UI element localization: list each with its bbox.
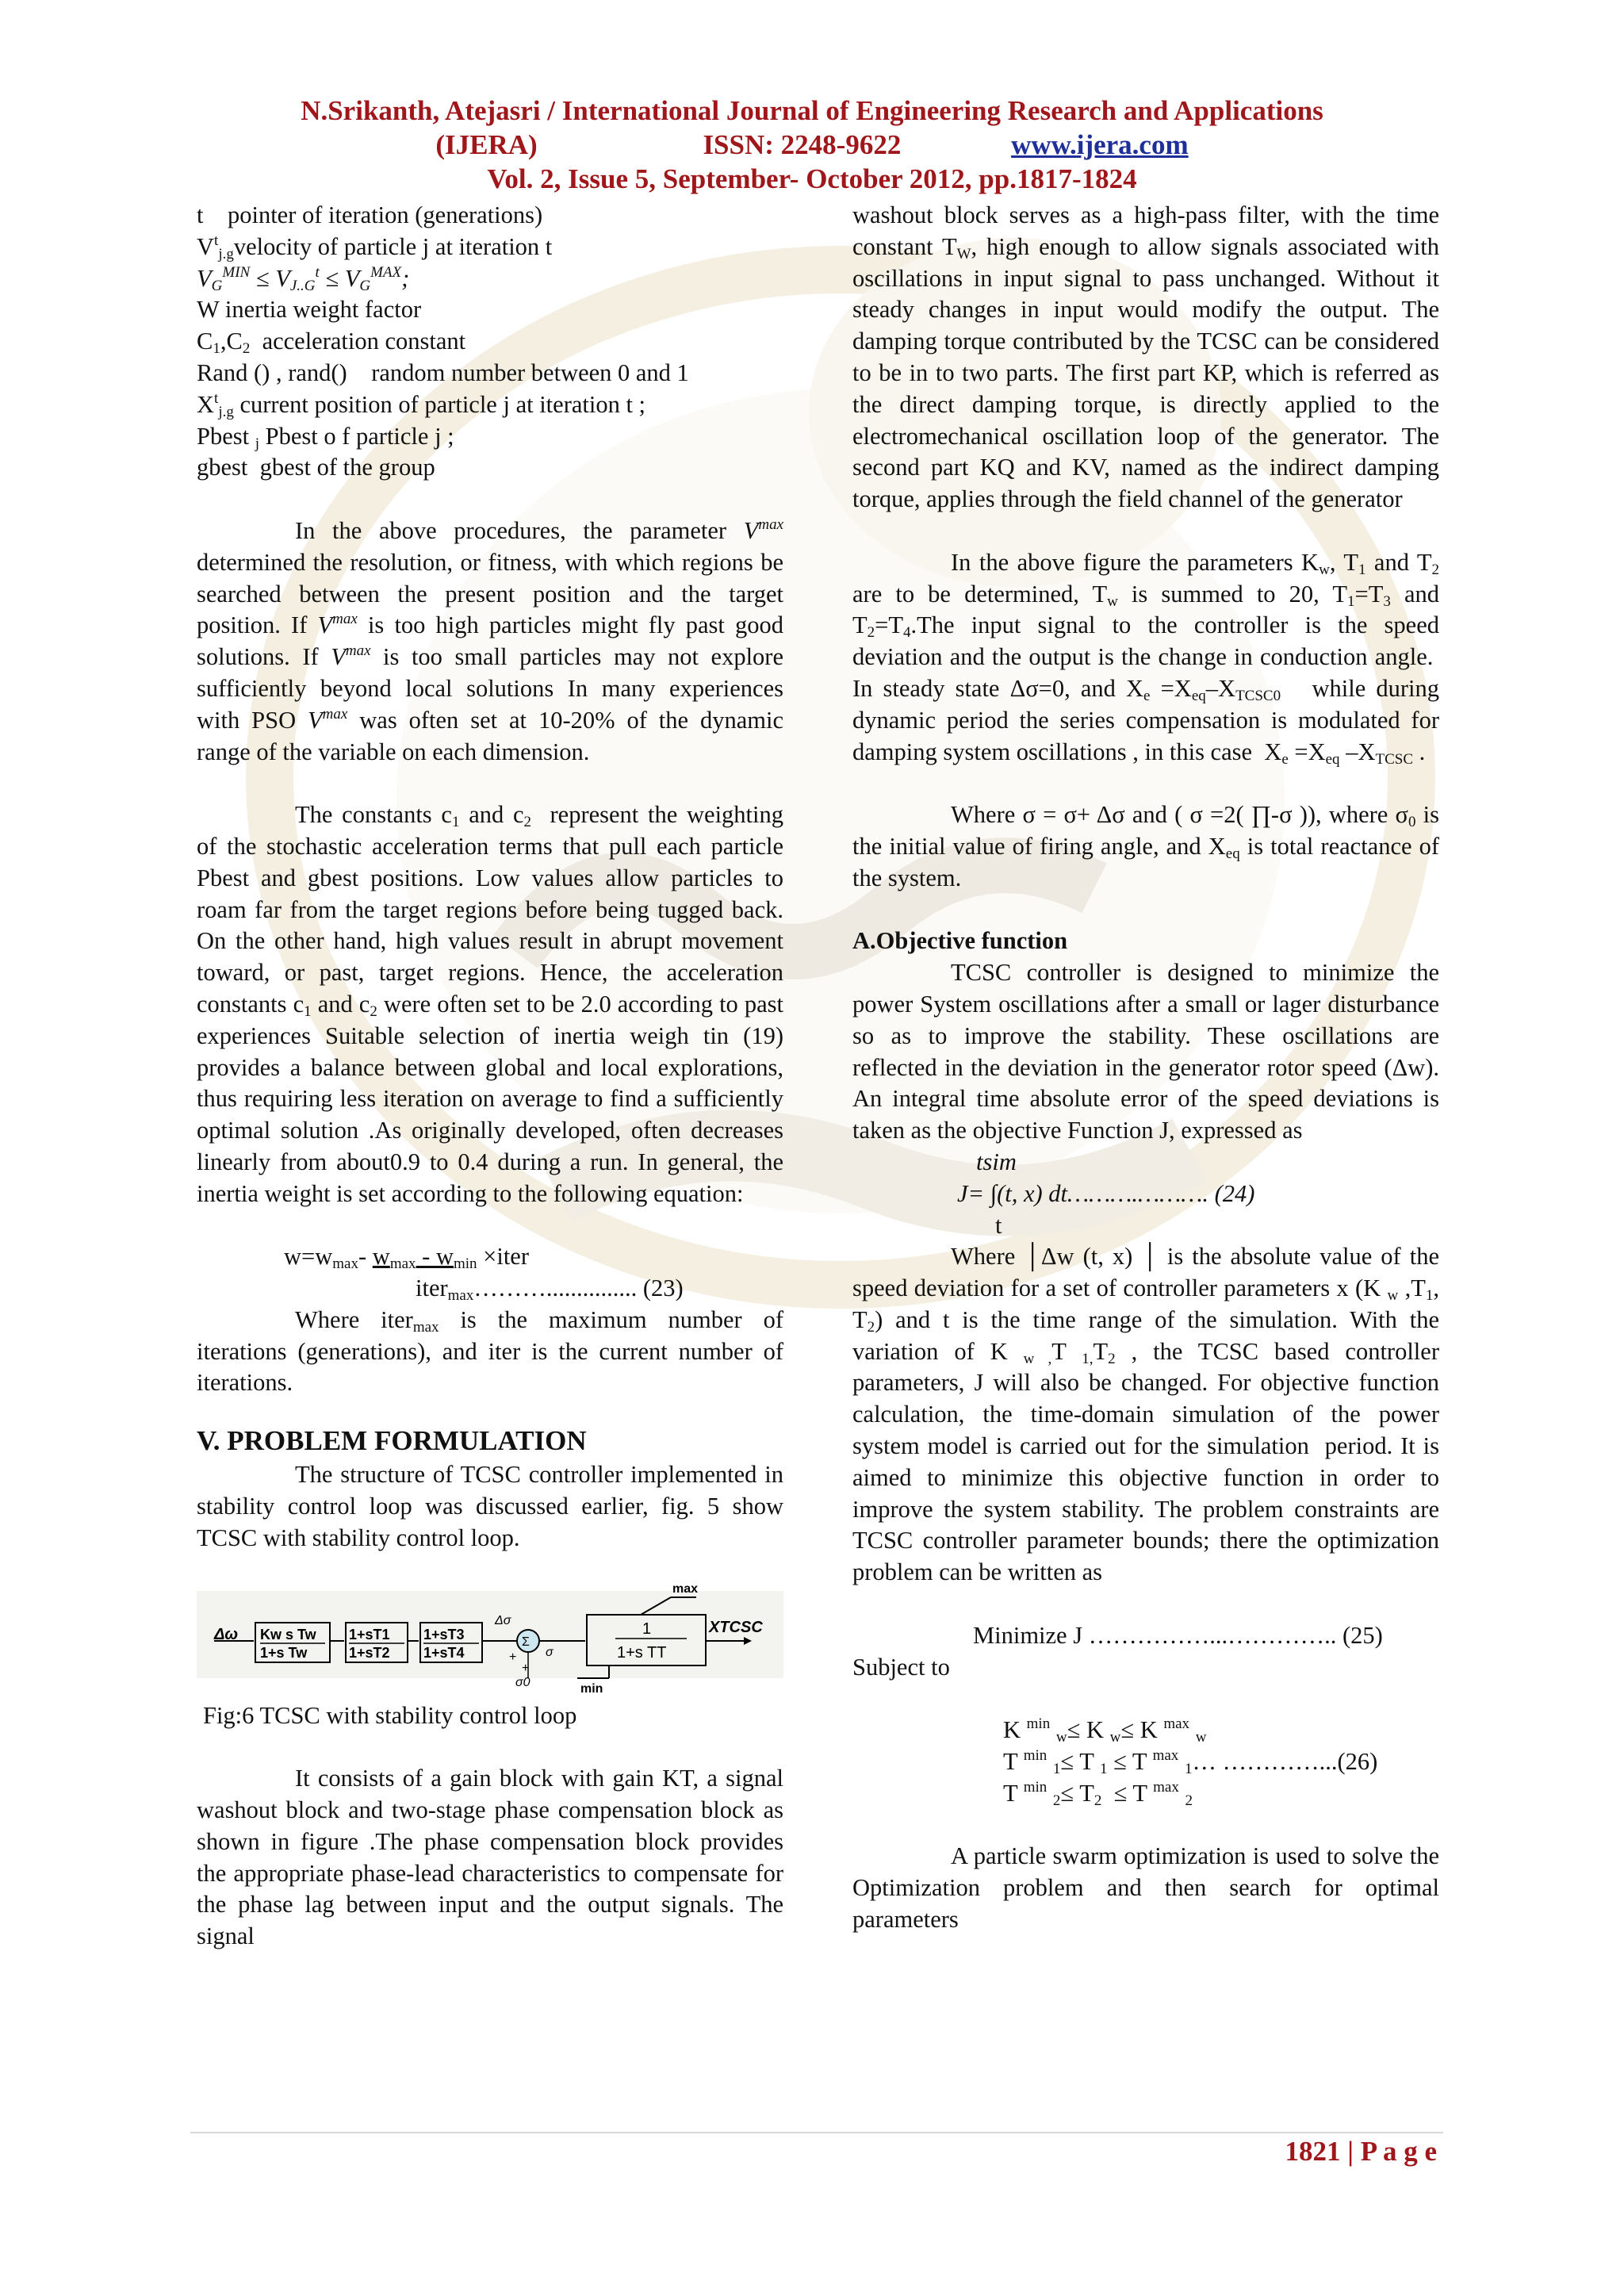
journal-website-link[interactable]: www.ijera.com — [1011, 129, 1189, 160]
paragraph-parameters: In the above figure the parameters $K_w$, $T_1$ and $T_2$ are to be determined, $T_w$ is summed to 20, $T_1=T_3$ and $T_2=T_4.The$ input signal to the controller is the speed deviation and the output is the change in conduction angle. In steady state Δσ=0, and $X_e =X_{eq}-X_{TCSC0}$ while during dynamic period the series compensation is modulated for damping system oscillations , in this case $X_e =X_{eq}$ $-X_{TCSC}$ . — [852, 548, 1439, 768]
subject-to: Subject to — [852, 1653, 950, 1681]
def-gbest: gbest gbest of the group — [197, 454, 435, 481]
equation-24: J= ∫(t, x) dt……….………. (24) — [957, 1179, 1255, 1207]
lead-lag-2-numerator: 1+sT3 — [423, 1626, 465, 1642]
header-line-volume: Vol. 2, Issue 5, September- October 2012, pp.1817-1824 — [487, 163, 1137, 194]
def-acceleration: $C_1,C_2$ acceleration constant — [197, 328, 466, 358]
section-title: V. PROBLEM FORMULATION — [197, 1425, 587, 1457]
constraint-t2: T $^{min}$ $_2\le T_2 \le T$ $^{max}$ $_2$ — [1003, 1778, 1193, 1809]
journal-abbr: (IJERA) — [435, 129, 538, 160]
washout-denominator: 1+s Tw — [260, 1644, 308, 1661]
paragraph-pso: A particle swarm optimization is used to solve the Optimization problem and then search for optimal parameters — [852, 1842, 1439, 1934]
def-inertia: W inertia weight factor — [197, 296, 422, 324]
paragraph-itermax: Where iter$_{max}$ is the maximum number of iterations (generations), and iter is the current number of iterations. — [197, 1305, 783, 1397]
def-velocity: $V^t_{j.g}velocity$ of particle j at iteration t — [197, 232, 553, 263]
def-t: t pointer of iteration (generations) — [197, 201, 543, 228]
tcsc-block-diagram — [197, 1559, 783, 1694]
min-limit-label: min — [580, 1681, 603, 1694]
paragraph-consists: It consists of a gain block with gain KT, a signal washout block and two-stage phase compensation block as shown in figure .The phase compensation block provides the appropriate phase-lead characteristics to compensate for the phase lag between input and the output signals. The signal — [197, 1765, 783, 1950]
def-rand: Rand () , rand() random number between 0 and 1 — [197, 358, 689, 386]
lead-lag-1-numerator: 1+sT1 — [349, 1626, 390, 1642]
washout-numerator: Kw s Tw — [260, 1626, 316, 1642]
paragraph-structure: The structure of TCSC controller implemented in stability control loop was discussed earlier, fig. 5 show TCSC with stability control loop. — [197, 1461, 783, 1551]
header-line-authors: N.Srikanth, Atejasri / International Journal of Engineering Research and Applications — [301, 95, 1323, 126]
lead-lag-2-denominator: 1+sT4 — [423, 1644, 465, 1661]
lead-lag-1-denominator: 1+sT2 — [349, 1644, 390, 1661]
def-velocity-bounds: $V_G^{MIN} \le V_{J..G}^t \le V_G^{MAX}$; — [197, 263, 410, 294]
footer-divider — [190, 2132, 1443, 2133]
right-column — [852, 200, 1439, 1936]
paragraph-sigma: Where σ = σ+ Δσ and ( σ =2( ∏-σ )), where $\sigma_0$ is the initial value of firing angle, and $X_{eq}$ is total reactance of the system. — [852, 801, 1440, 891]
paragraph-constants: The constants $c_1$ and $c_2$ represent the weighting of the stochastic acceleration terms that pull each particle Pbest and gbest positions. Low values allow particles to roam far from the target regions before being tugged back. On the other hand, high values result in abrupt movement toward, or past, target regions. Hence, the acceleration constants $c_1$ and $c_2$ were often set to be 2.0 according to past experiences Suitable selection of inertia weigh tin (19) provides a balance between global and local explorations, thus requiring less iteration on average to find a sufficiently optimal solution .As originally developed, often decreases linearly from about0.9 to 0.4 during a run. In general, the inertia weight is set according to the following equation: — [197, 801, 783, 1207]
equation-24-upper-limit: tsim — [976, 1148, 1017, 1175]
subsection-title: A.Objective function — [852, 927, 1068, 955]
tcsc-denominator: 1+s TT — [617, 1643, 667, 1662]
page-number: 1821 | P a g e — [1285, 2136, 1437, 2167]
paragraph-washout: washout block serves as a high-pass filter, with the time constant $T_W$, high enough to allow signals associated with oscillations in input signal to pass unchanged. Without it steady changes in input would modify the output. The damping torque contributed by the TCSC can be considered to be in to two parts. The first part KP, which is referred as the direct damping torque, is directly applied to the electromechanical oscillation loop of the generator. The second part KQ and KV, named as the indirect damping torque, applies through the field channel of the generator — [852, 201, 1439, 513]
sigma0-label: σ0 — [515, 1675, 530, 1689]
left-column — [197, 200, 783, 1953]
svg-text:Σ: Σ — [522, 1635, 530, 1649]
equation-23-denominator: iter$_{max}$………............... (23) — [416, 1274, 684, 1305]
max-limit-label: max — [672, 1581, 699, 1596]
plus-sign-bottom: + — [522, 1661, 530, 1675]
paragraph-vmax: In the above procedures, the parameter $V^{max}$ determined the resolution, or fitness, with which regions be searched between the present position and the target position. If $V^{max}$ is too high particles might fly past good solutions. If $V^{max}$ is too small particles may not explore sufficiently beyond local solutions In many experiences with PSO $V^{max}$ was often set at 10-20% of the dynamic range of the variable on each dimension. — [197, 516, 783, 765]
journal-header — [0, 94, 1624, 196]
tcsc-numerator: 1 — [642, 1619, 652, 1638]
plus-sign-top: + — [509, 1650, 517, 1664]
paragraph-objective: TCSC controller is designed to minimize the power System oscillations after a small or lager disturbance so as to improve the stability. These oscillations are reflected in the deviation in the generator rotor speed (Δw). An integral time absolute error of the speed deviations is taken as the objective Function J, expressed as — [852, 959, 1439, 1144]
paragraph-where-dw: Where │Δw (t, x) │ is the absolute value of the speed deviation for a set of controller parameters x (K $_w$ $,T_1$, $T_2$) and t is the time range of the simulation. With the variation of K $_{w ,}$T $_{1,}T_2$ , the TCSC based controller parameters, J will also be changed. For objective function calculation, the time-domain simulation of the power system model is carried out for the simulation period. It is aimed to minimize this objective function in order to improve the system stability. The problem constraints are TCSC controller parameter bounds; there the optimization problem can be written as — [852, 1243, 1439, 1586]
tcsc-diagram-svg — [197, 1559, 783, 1694]
sigma-label: σ — [546, 1645, 553, 1659]
input-label: Δω — [214, 1625, 239, 1643]
equation-25: Minimize J ……………...………….. (25) — [973, 1621, 1383, 1649]
constraint-kw: K $^{min}$ $_w$≤ K $_w$≤ K $^{max}$ $_w$ — [1003, 1715, 1207, 1746]
equation-24-lower-limit: t — [995, 1211, 1002, 1239]
def-position: $X^t_{j.g}$ current position of particle j at iteration t ; — [197, 389, 646, 420]
header-line-issn — [0, 128, 1624, 162]
issn: ISSN: 2248-9622 — [703, 129, 902, 160]
constraint-t1: T $^{min}$ $_1$≤ T $_1$ ≤ T $^{max}$ $_1$… …………...(26) — [1003, 1747, 1378, 1778]
delta-sigma-label: Δσ — [495, 1613, 511, 1627]
output-label: XTCSC — [709, 1618, 763, 1636]
figure-caption: Fig:6 TCSC with stability control loop — [203, 1701, 577, 1729]
equation-23-numerator: $w=w_{max}-$ $w_{max} - w_{min}$ ×iter — [284, 1243, 529, 1273]
def-pbest: Pbest $_j$ Pbest o f particle j ; — [197, 422, 454, 452]
